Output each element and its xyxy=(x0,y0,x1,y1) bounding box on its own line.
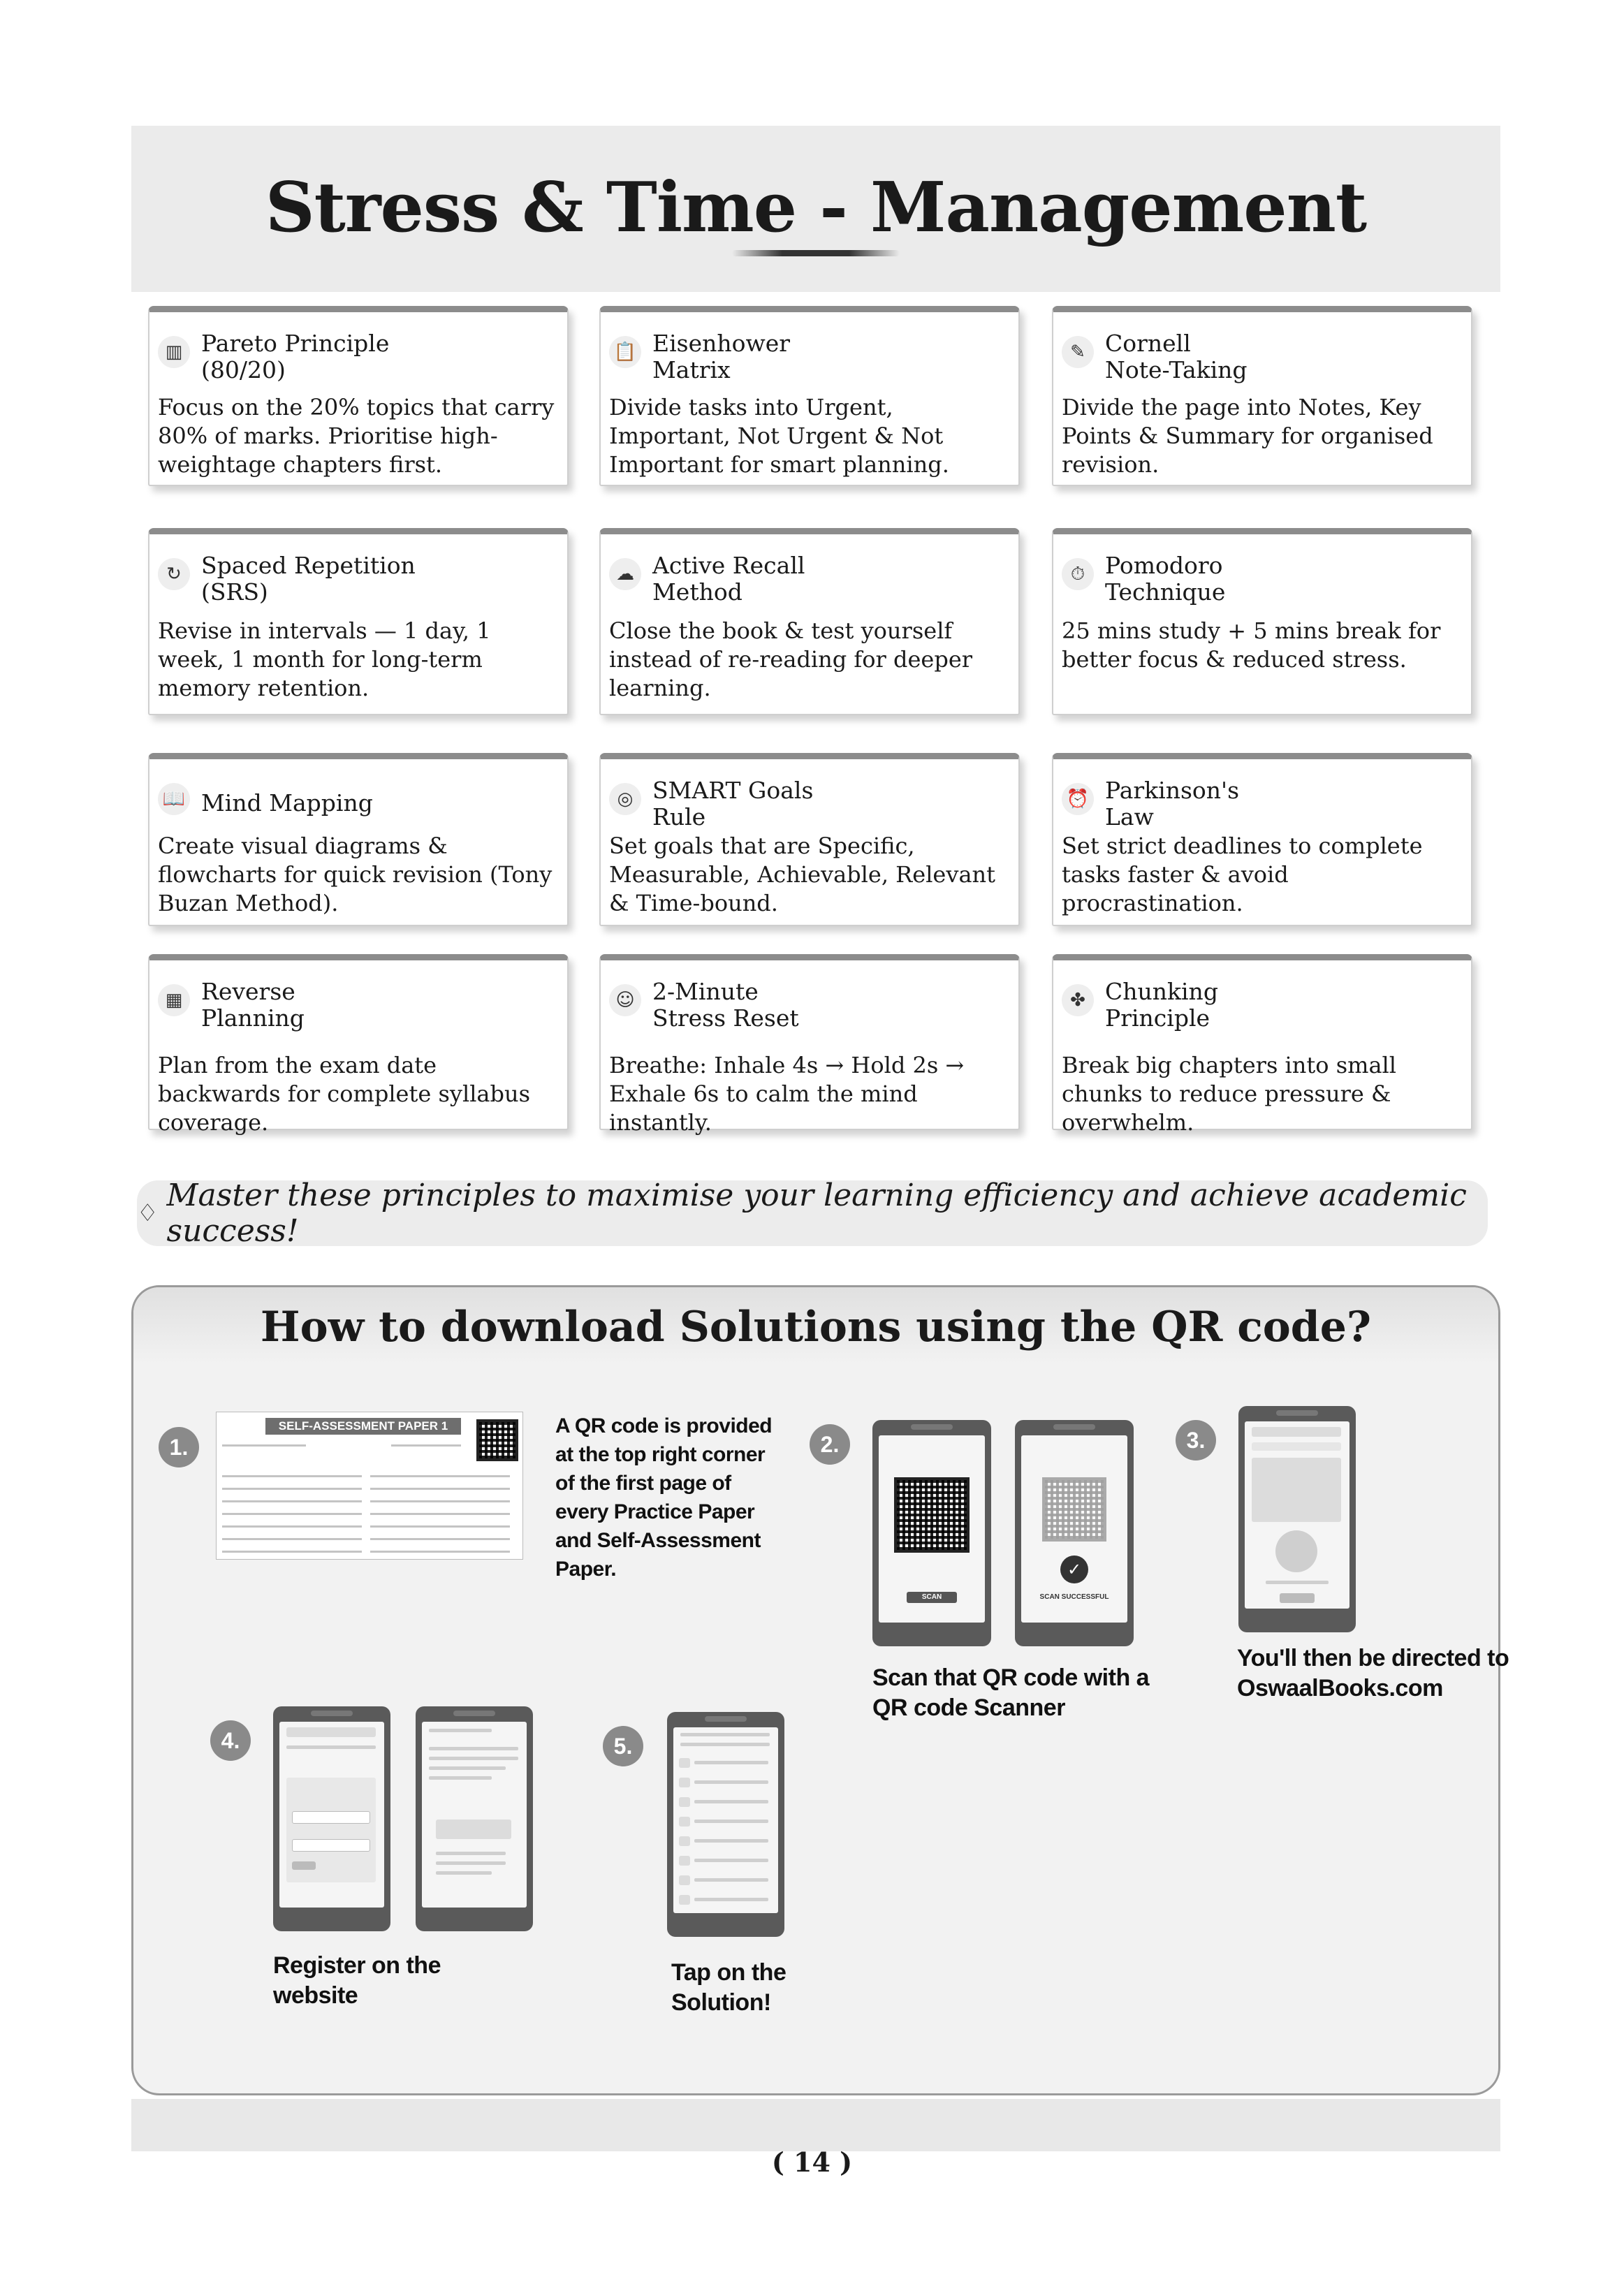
principle-title: Pomodoro Technique xyxy=(1105,552,1226,606)
phone-register-info xyxy=(416,1706,533,1931)
principle-description: Set strict deadlines to complete tasks faster & avoid procrastination. xyxy=(1062,833,1423,916)
principle-description: Create visual diagrams & flowcharts for quick revision (Tony Buzan Method). xyxy=(158,833,553,916)
principle-card xyxy=(148,753,569,926)
principle-description: Divide tasks into Urgent, Important, Not Urgent & Not Important for smart planning. xyxy=(609,394,949,478)
page-title: Stress & Time - Management xyxy=(265,168,1367,248)
principle-description: Close the book & test yourself instead of re-reading for deeper learning. xyxy=(609,617,973,701)
tip-bar xyxy=(137,1178,1488,1249)
qr-instructions-panel xyxy=(131,1285,1509,2095)
phone-website xyxy=(1238,1406,1356,1632)
principle-card xyxy=(1052,528,1472,715)
step-5-text: Tap on the Solution! xyxy=(671,1959,787,2016)
open-book-icon: 📖 xyxy=(158,783,190,815)
principle-title: Chunking Principle xyxy=(1105,978,1218,1032)
notepad-icon: ✎ xyxy=(1062,336,1094,368)
check-icon: ✓ xyxy=(1060,1555,1088,1583)
clipboard-icon: 📋 xyxy=(609,336,641,368)
principle-description: 25 mins study + 5 mins break for better focus & reduced stress. xyxy=(1062,617,1441,673)
principle-title: Mind Mapping xyxy=(201,789,373,817)
principle-card xyxy=(1052,306,1472,486)
practice-paper-image xyxy=(216,1412,523,1560)
principle-card xyxy=(599,753,1020,926)
principle-description: Break big chapters into small chunks to reduce pressure & overwhelm. xyxy=(1062,1052,1396,1136)
principle-card xyxy=(599,528,1020,715)
principle-description: Focus on the 20% topics that carry 80% of marks. Prioritise high-weightage chapters first. xyxy=(158,394,555,478)
principle-title: Active Recall Method xyxy=(652,552,805,606)
alarm-clock-icon: ⏰ xyxy=(1062,783,1094,815)
principle-card xyxy=(148,306,569,486)
refresh-icon: ↻ xyxy=(158,558,190,590)
calendar-icon: ▦ xyxy=(158,984,190,1016)
step-4-badge: 4. xyxy=(210,1720,251,1761)
header-band xyxy=(131,126,1500,292)
qr-code-icon xyxy=(894,1477,970,1553)
principle-card xyxy=(148,528,569,715)
lightbulb-icon: ♢ xyxy=(137,1199,159,1227)
principle-title: Cornell Note-Taking xyxy=(1105,330,1248,383)
qr-section-title: How to download Solutions using the QR code? xyxy=(260,1303,1372,1352)
paper-banner: SELF-ASSESSMENT PAPER 1 xyxy=(265,1418,461,1435)
principle-title: SMART Goals Rule xyxy=(652,777,814,830)
footer-band xyxy=(131,2099,1500,2151)
bar-chart-icon: ▥ xyxy=(158,336,190,368)
principle-card xyxy=(1052,753,1472,926)
scan-button-label: SCAN xyxy=(921,1593,942,1601)
brain-icon: ☁ xyxy=(609,558,641,590)
phone-scan-success xyxy=(1015,1420,1134,1646)
principle-description: Plan from the exam date backwards for complete syllabus coverage. xyxy=(158,1052,531,1136)
step-3-text: You'll then be directed to OswaalBooks.com xyxy=(1237,1645,1509,1701)
principle-title: Parkinson's Law xyxy=(1105,777,1240,830)
step-3-badge: 3. xyxy=(1176,1420,1216,1461)
tip-text: Master these principles to maximise your learning efficiency and achieve academic success! xyxy=(166,1178,1467,1249)
principle-card xyxy=(148,954,569,1136)
phone-scanning xyxy=(872,1420,991,1646)
qr-code-icon xyxy=(1042,1477,1106,1542)
principle-title: 2-Minute Stress Reset xyxy=(652,978,799,1032)
principle-title: Reverse Planning xyxy=(201,978,305,1032)
page-number: ( 14 ) xyxy=(771,2146,853,2178)
phone-solutions-list xyxy=(667,1712,784,1937)
principle-description: Divide the page into Notes, Key Points & Summary for organised revision. xyxy=(1062,394,1433,478)
meditation-icon: ☺ xyxy=(609,984,641,1016)
principle-card xyxy=(599,954,1020,1136)
step-5-badge: 5. xyxy=(603,1726,643,1766)
qr-code-icon xyxy=(476,1419,518,1461)
principle-title: Pareto Principle (80/20) xyxy=(201,330,390,383)
phone-login-form xyxy=(273,1706,390,1931)
principle-title: Spaced Repetition (SRS) xyxy=(201,552,416,606)
step-1-text: A QR code is provided at the top right corner of the first page of every Practice Paper and Self-Assessment Paper. xyxy=(555,1414,773,1581)
scan-success-label: SCAN SUCCESSFUL xyxy=(1039,1593,1109,1601)
step-2-text: Scan that QR code with a QR code Scanner xyxy=(872,1664,1150,1721)
puzzle-icon: ✤ xyxy=(1062,984,1094,1016)
principle-description: Set goals that are Specific, Measurable, Achievable, Relevant & Time-bound. xyxy=(609,833,995,916)
principle-card xyxy=(1052,954,1472,1136)
step-4-text: Register on the website xyxy=(273,1952,441,2009)
principle-description: Breathe: Inhale 4s → Hold 2s → Exhale 6s to calm the mind instantly. xyxy=(609,1052,965,1136)
title-underline xyxy=(732,250,900,256)
stopwatch-icon: ⏱ xyxy=(1062,558,1094,590)
principle-card xyxy=(599,306,1020,486)
step-2-badge: 2. xyxy=(810,1424,850,1465)
target-icon: ◎ xyxy=(609,783,641,815)
principle-title: Eisenhower Matrix xyxy=(652,330,791,383)
principle-description: Revise in intervals — 1 day, 1 week, 1 month for long-term memory retention. xyxy=(158,617,491,701)
step-1-badge: 1. xyxy=(159,1427,199,1467)
